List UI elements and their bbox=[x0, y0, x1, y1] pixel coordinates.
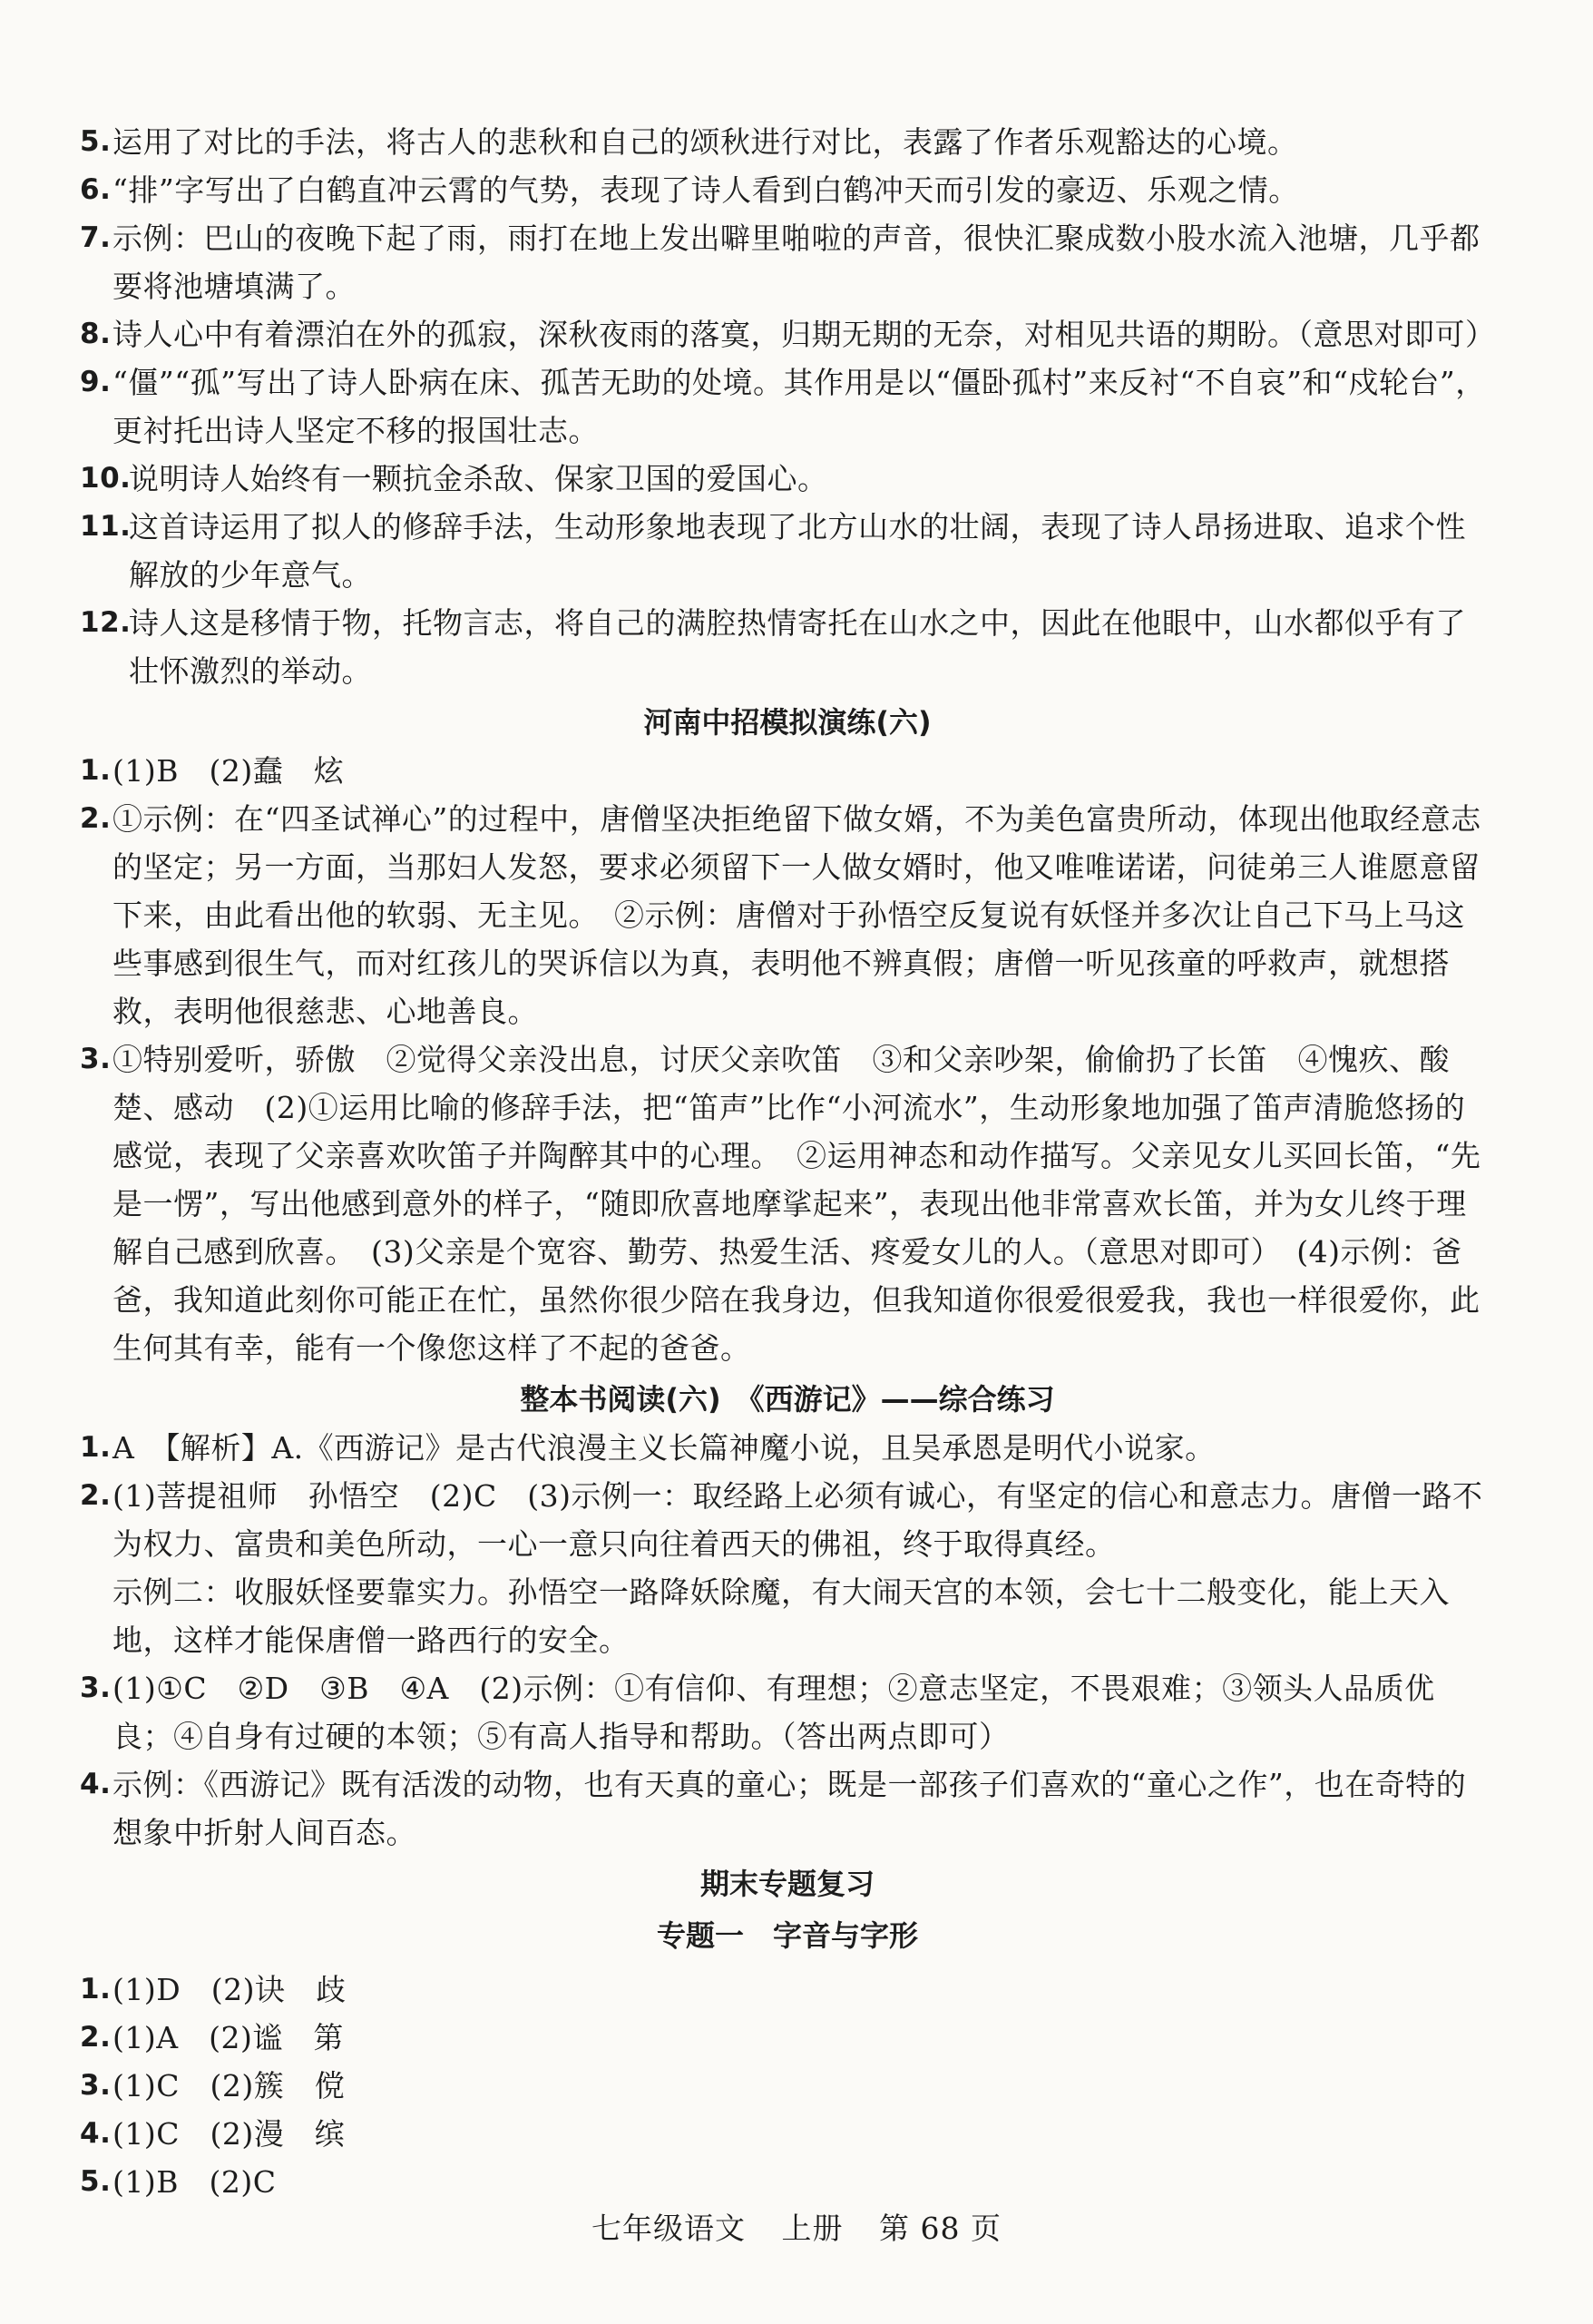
answer-page bbox=[80, 118, 1495, 2206]
answer-item: 1. (1)D (2)诀 歧 bbox=[80, 1972, 347, 2007]
answer-item: 3. (1)①C ②D ③B ④A (2)示例：①有信仰、有理想；②意志坚定，不畏艰难；③领头人品质优良；④自身有过硬的本领；⑤有高人指导和帮助。（答出两点即可） bbox=[80, 1671, 1435, 1754]
answer-item: 10. 说明诗人始终有一颗抗金杀敌、保家卫国的爱国心。 bbox=[80, 461, 828, 496]
answer-item: 2. ①示例：在“四圣试禅心”的过程中，唐僧坚决拒绝留下做女婿，不为美色富贵所动，体现出他取经意志的坚定；另一方面，当那妇人发怒，要求必须留下一人做女婿时，他又唯唯诺诺，问徒弟三人谁愿意留下来，由此看出他的软弱、无主见。 ②示例：唐僧对于孙悟空反复说有妖怪并多次让自己下马上马这些事感到很生气，而对红孩儿的哭诉信以为真，表明他不辨真假；唐僧一听见孩童的呼救声，就想搭救，表明他很慈悲、心地善良。 bbox=[80, 801, 1481, 1029]
section-title-final: 期末专题复习 bbox=[699, 1867, 875, 1901]
section-title-book: 整本书阅读(六) 《西游记》——综合练习 bbox=[520, 1382, 1055, 1417]
answer-item: 11. 这首诗运用了拟人的修辞手法，生动形象地表现了北方山水的壮阔，表现了诗人昂扬进取、追求个性解放的少年意气。 bbox=[80, 509, 1466, 593]
footer-grade: 七年级语文 bbox=[591, 2211, 746, 2246]
answer-list-book bbox=[80, 1424, 1495, 1857]
section-title-henan: 河南中招模拟演练(六) bbox=[643, 705, 932, 740]
answer-item: 9. “僵”“孤”写出了诗人卧病在床、孤苦无助的处境。其作用是以“僵卧孤村”来反衬“不自哀”和“戍轮台”，更衬托出诗人坚定不移的报国壮志。 bbox=[80, 365, 1486, 448]
answer-item: 3. ①特别爱听，骄傲 ②觉得父亲没出息，讨厌父亲吹笛 ③和父亲吵架，偷偷扔了长笛 ④愧疚、酸楚、感动 (2)①运用比喻的修辞手法，把“笛声”比作“小河流水”，生动形象地加强了笛声清脆悠扬的感觉，表现了父亲喜欢吹笛子并陶醉其中的心理。 ②运用神态和动作描写。父亲见女儿买回长笛，“先是一愣”，写出他感到意外的样子，“随即欣喜地摩挲起来”，表现出他非常喜欢长笛，并为女儿终于理解自己感到欣喜。 (3)父亲是个宽容、勤劳、热爱生活、疼爱女儿的人。（意思对即可） (4)示例：爸爸，我知道此刻你可能正在忙，虽然你很少陪在我身边，但我知道你很爱很爱我，我也一样很爱你，此生何其有幸，能有一个像您这样了不起的爸爸。 bbox=[80, 1042, 1481, 1366]
footer-page-number: 第 68 页 bbox=[879, 2211, 1002, 2246]
answer-item: 2. (1)菩提祖师 孙悟空 (2)C (3)示例一：取经路上必须有诚心，有坚定的信心和意志力。唐僧一路不为权力、富贵和美色所动，一心一意只向往着西天的佛祖，终于取得真经。 bbox=[80, 1478, 1483, 1562]
answer-item: 1. A 【解析】A.《西游记》是古代浪漫主义长篇神魔小说，且吴承恩是明代小说家。 bbox=[80, 1430, 1216, 1466]
answer-item: 4. (1)C (2)漫 缤 bbox=[80, 2116, 346, 2152]
answer-list-top bbox=[80, 118, 1495, 695]
answer-item: 6. “排”字写出了白鹤直冲云霄的气势，表现了诗人看到白鹤冲天而引发的豪迈、乐观之情。 bbox=[80, 172, 1299, 208]
answer-list-final bbox=[80, 1966, 1495, 2206]
answer-item: 8. 诗人心中有着漂泊在外的孤寂，深秋夜雨的落寞，归期无期的无奈，对相见共语的期盼。（意思对即可） bbox=[80, 317, 1496, 352]
answer-item: 7. 示例：巴山的夜晚下起了雨，雨打在地上发出噼里啪啦的声音，很快汇聚成数小股水流入池塘，几乎都要将池塘填满了。 bbox=[80, 221, 1481, 304]
answer-item: 4. 示例：《西游记》既有活泼的动物，也有天真的童心；既是一部孩子们喜欢的“童心之作”，也在奇特的想象中折射人间百态。 bbox=[80, 1767, 1467, 1850]
footer-volume: 上册 bbox=[781, 2211, 844, 2246]
answer-item: 2. (1)A (2)谧 第 bbox=[80, 2020, 344, 2055]
answer-item: 1. (1)B (2)蠢 炫 bbox=[80, 753, 345, 789]
page-footer bbox=[0, 2205, 1593, 2248]
answer-list-henan bbox=[80, 747, 1495, 1372]
section-subtitle-final: 专题一 字音与字形 bbox=[656, 1918, 918, 1953]
answer-item: 12. 诗人这是移情于物，托物言志，将自己的满腔热情寄托在山水之中，因此在他眼中，山水都似乎有了壮怀激烈的举动。 bbox=[80, 605, 1466, 689]
answer-item: 5. 运用了对比的手法，将古人的悲秋和自己的颂秋进行对比，表露了作者乐观豁达的心境。 bbox=[80, 124, 1298, 160]
answer-subparagraph: 示例二：收服妖怪要靠实力。孙悟空一路降妖除魔，有大闹天宫的本领，会七十二般变化，能上天入地，这样才能保唐僧一路西行的安全。 bbox=[112, 1574, 1450, 1658]
answer-item: 3. (1)C (2)簇 傥 bbox=[80, 2068, 346, 2103]
answer-item: 5. (1)B (2)C bbox=[80, 2164, 277, 2200]
